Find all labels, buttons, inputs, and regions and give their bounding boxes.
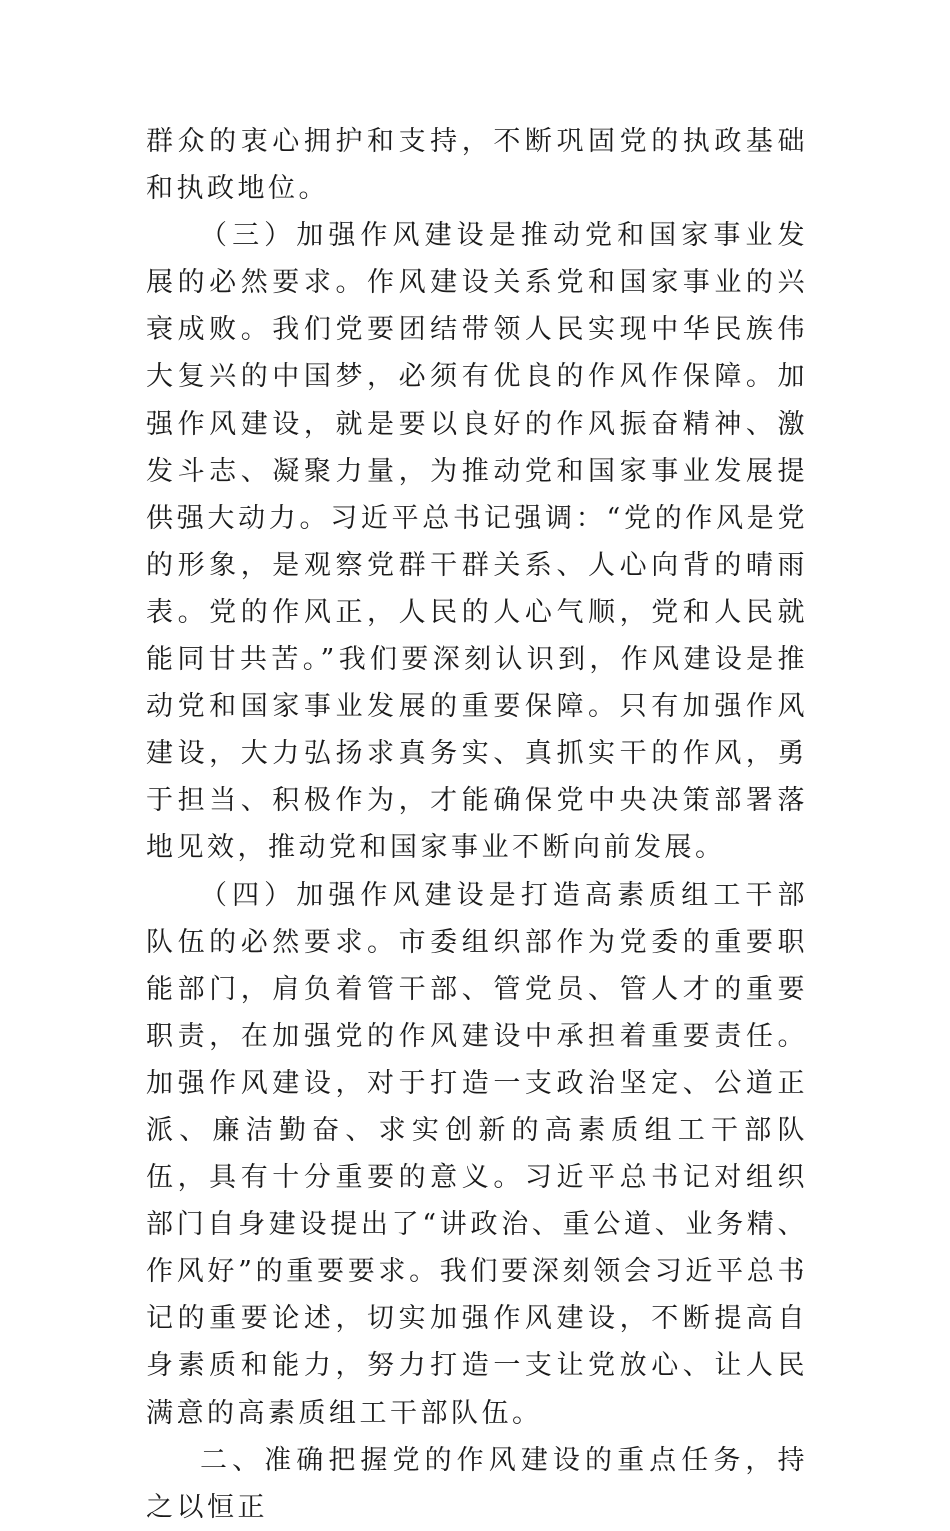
paragraph-continued: 群众的衷心拥护和支持，不断巩固党的执政基础和执政地位。	[146, 126, 808, 205]
paragraph-section-4: （四）加强作风建设是打造高素质组工干部队伍的必然要求。市委组织部作为党委的重要职能部门，肩负着管干部、管党员、管人才的重要职责，在加强党的作风建设中承担着重要责任。加强作风建设，对于打造一支政治坚定、公道正派、廉洁勤奋、求实创新的高素质组工干部队伍，具有十分重要的意义。习近平总书记对组织部门自身建设提出了“讲政治、重公道、业务精、作风好”的重要要求。我们要深刻领会习近平总书记的重要论述，切实加强作风建设，不断提高自身素质和能力，努力打造一支让党放心、让人民满意的高素质组工干部队伍。	[146, 879, 808, 1429]
document-body	[146, 118, 808, 1531]
section-heading-2: 二、准确把握党的作风建设的重点任务，持之以恒正	[146, 1444, 808, 1523]
paragraph-section-3: （三）加强作风建设是推动党和国家事业发展的必然要求。作风建设关系党和国家事业的兴衰成败。我们党要团结带领人民实现中华民族伟大复兴的中国梦，必须有优良的作风作保障。加强作风建设，就是要以良好的作风振奋精神、激发斗志、凝聚力量，为推动党和国家事业发展提供强大动力。习近平总书记强调：“党的作风是党的形象，是观察党群干群关系、人心向背的晴雨表。党的作风正，人民的人心气顺，党和人民就能同甘共苦。”我们要深刻认识到，作风建设是推动党和国家事业发展的重要保障。只有加强作风建设，大力弘扬求真务实、真抓实干的作风，勇于担当、积极作为，才能确保党中央决策部署落地见效，推动党和国家事业不断向前发展。	[146, 220, 808, 864]
